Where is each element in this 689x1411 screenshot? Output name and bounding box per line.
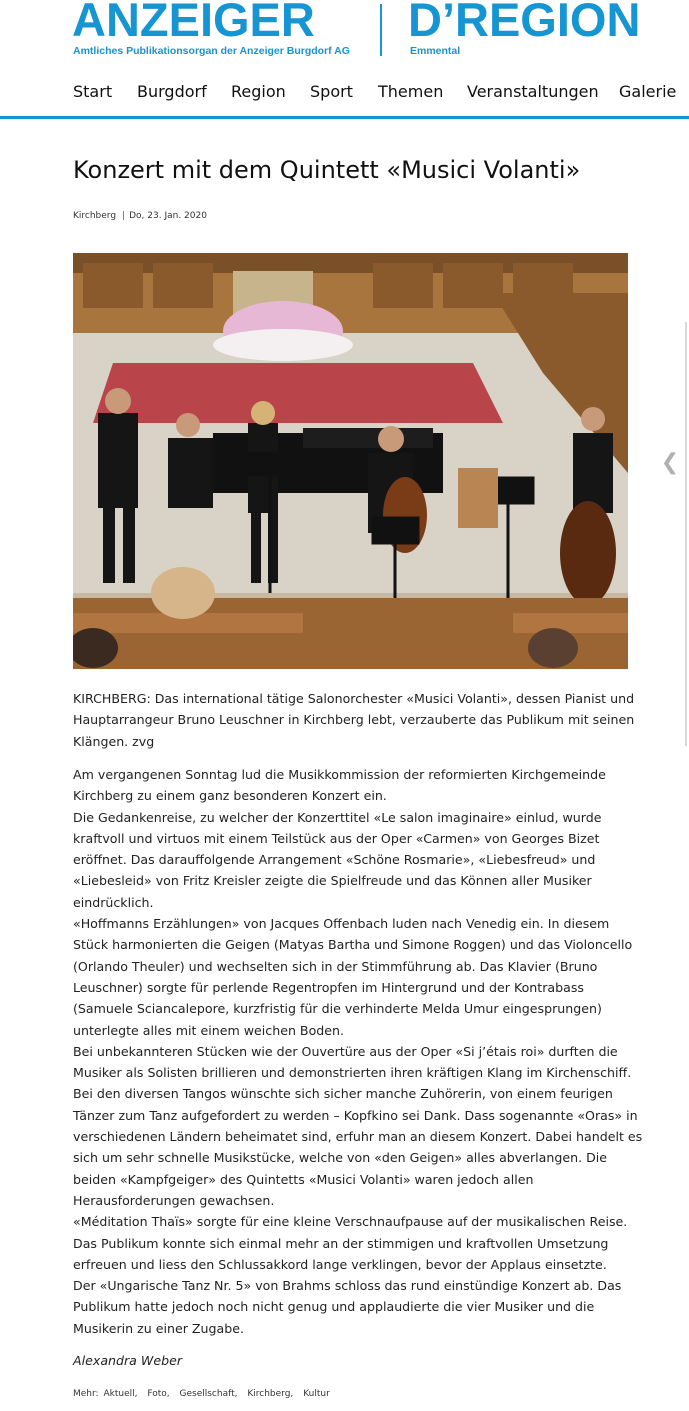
main-nav (0, 76, 689, 116)
brand-subtitle: Amtliches Publikationsorgan der Anzeiger Burgdorf AG (73, 45, 350, 57)
nav-item-galerie[interactable]: Galerie (619, 82, 677, 101)
paragraph: Der «Ungarische Tanz Nr. 5» von Brahms schloss das rund einstündige Konzert ab. Das Publikum hatte jedoch noch nicht genug und applaudierte die vier Musiker und die Musikerin zu einer Zugabe. (73, 1278, 622, 1336)
tags-label: Mehr: (73, 1389, 99, 1399)
region-subtitle: Emmental (410, 45, 461, 57)
article-date: Do, 23. Jan. 2020 (129, 211, 207, 221)
paragraph: Bei unbekannteren Stücken wie der Ouvertüre aus der Oper «Si j’étais roi» durften die Musiker als Solisten brillieren und demonstrierten ihren kräftigen Klang im Kirchenschiff. (73, 1043, 632, 1081)
region-logo[interactable]: D’REGION (408, 0, 641, 46)
paragraph: Bei den diversen Tangos wünschte sich sicher manche Zuhörerin, von einem feurigen Tänzer zum Tanz aufgefordert zu werden – Kopfkino sei Dank. Dass sogenannte «Oras» in verschiedenen Ländern beheimatet sind, erfuhr man an diesem Konzert. Dabei handelt es sich um sehr schnelle Musikstücke, welche von «den Geigen» alles abverlangen. Die beiden «Kampfgeiger» des Quintetts «Musici Volanti» waren jedoch allen Herausforderungen gewachsen. (73, 1086, 643, 1208)
paragraph: «Hoffmanns Erzählungen» von Jacques Offenbach luden nach Venedig ein. In diesem Stück harmonierten die Geigen (Matyas Bartha und Simone Roggen) und das Violoncello (Orlando Theuler) und wechselten sich in der Stimmführung ab. Das Klavier (Bruno Leuschner) sorgte für perlende Regentropfen im Hintergrund und der Kontrabass (Samuele Sciancalepore, kurzfristig für die verhinderte Melda Umur eingesprungen) unterlegte alles mit einem weichen Boden. (73, 916, 633, 1038)
article-meta (73, 211, 207, 221)
nav-item-veranstaltungen[interactable]: Veranstaltungen (467, 82, 599, 101)
nav-item-start[interactable]: Start (73, 82, 113, 101)
nav-item-themen[interactable]: Themen (378, 82, 444, 101)
tag-list (73, 1389, 335, 1399)
article-body (73, 764, 645, 1339)
masthead (0, 0, 689, 70)
meta-separator: | (122, 211, 126, 221)
tag-aktuell[interactable]: Aktuell, (103, 1389, 138, 1399)
paragraph: Die Gedankenreise, zu welcher der Konzerttitel «Le salon imaginaire» einlud, wurde kraftvoll und virtuos mit einem Teilstück aus der Oper «Carmen» von Georges Bizet eröffnet. Das darauffolgende Arrangement «Schöne Rosmarie», «Liebesfreud» und «Liebesleid» von Fritz Kreisler zeigte die Spielfreude und das Können aller Musiker eindrücklich. (73, 809, 602, 910)
brand-divider (380, 4, 382, 56)
chevron-left-icon[interactable]: ❮ (660, 450, 680, 475)
nav-item-region[interactable]: Region (231, 82, 286, 101)
article-author: Alexandra Weber (73, 1353, 183, 1368)
tag-kirchberg[interactable]: Kirchberg, (247, 1389, 294, 1399)
brand-logo[interactable]: ANZEIGER (72, 0, 315, 46)
article-photo[interactable] (73, 253, 628, 669)
tag-kultur[interactable]: Kultur (303, 1389, 330, 1399)
nav-underline (0, 116, 689, 119)
concert-photo-illustration (73, 253, 628, 669)
paragraph: Am vergangenen Sonntag lud die Musikkommission der reformierten Kirchgemeinde Kirchberg zu einem ganz besonderen Konzert ein. (73, 767, 606, 804)
tag-gesellschaft[interactable]: Gesellschaft, (179, 1389, 238, 1399)
article-title: Konzert mit dem Quintett «Musici Volanti» (73, 156, 581, 184)
paragraph: «Méditation Thaïs» sorgte für eine kleine Verschnaufpause auf der musikalischen Reise. Das Publikum konnte sich einmal mehr an der stimmigen und kraftvollen Umsetzung erfreuen und liess den Schlussakkord lange verklingen, bevor der Applaus einsetzte. (73, 1214, 628, 1272)
photo-caption: KIRCHBERG: Das international tätige Salonorchester «Musici Volanti», dessen Pianist und Hauptarrangeur Bruno Leuschner in Kirchberg lebt, verzauberte das Publikum mit seinen Klängen. zvg (73, 691, 635, 749)
nav-item-burgdorf[interactable]: Burgdorf (137, 82, 207, 101)
tag-foto[interactable]: Foto, (147, 1389, 170, 1399)
article-category[interactable]: Kirchberg (73, 211, 117, 221)
nav-item-sport[interactable]: Sport (310, 82, 353, 101)
scroll-track (685, 322, 687, 746)
